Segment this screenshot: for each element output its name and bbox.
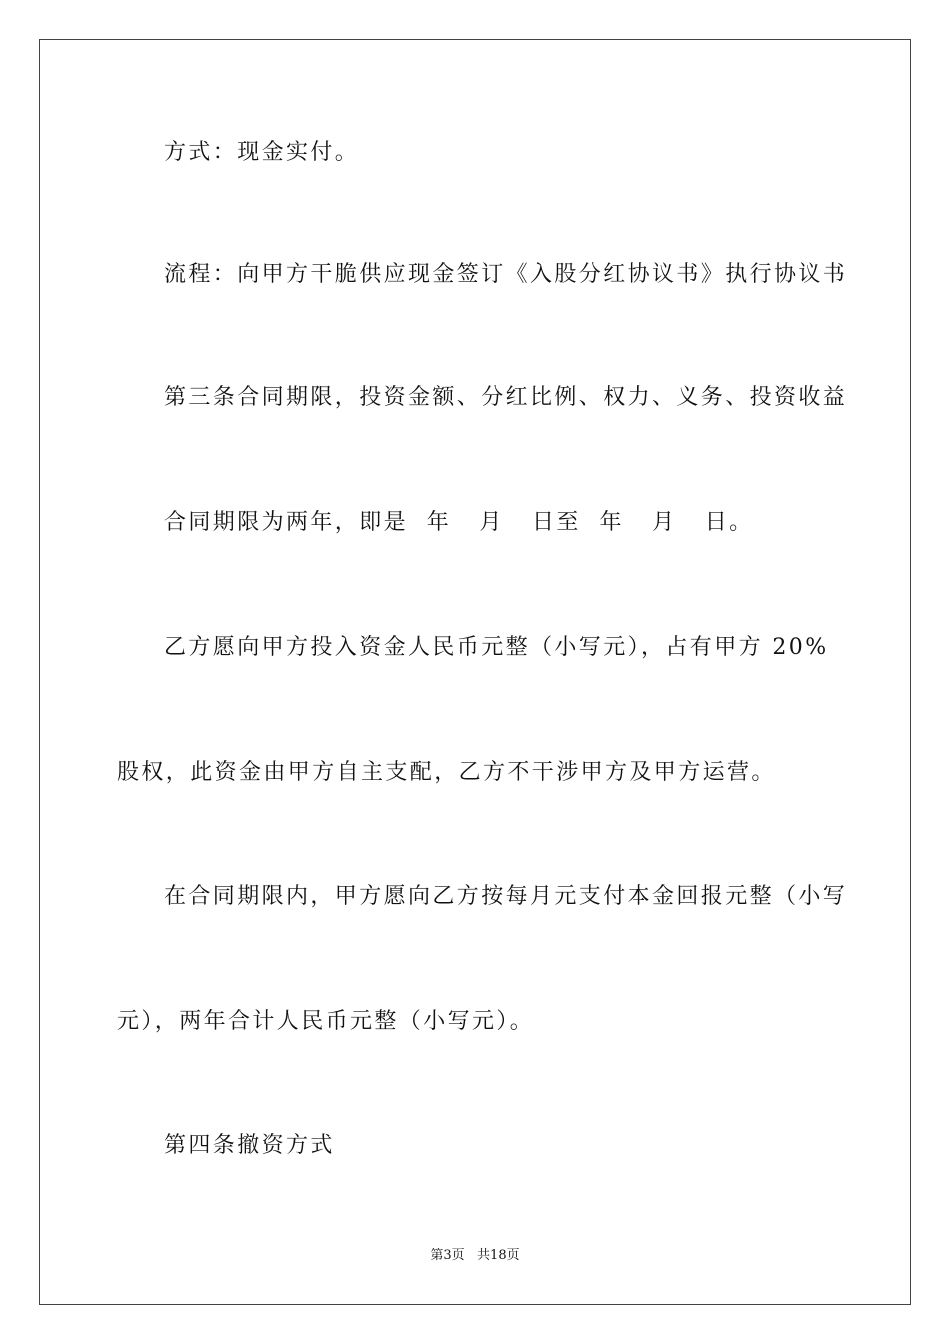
paragraph-return-line-2: 元），两年合计人民币元整（小写元）。	[117, 1009, 535, 1034]
paragraph-contract-term: 合同期限为两年，即是 年 月 日至 年 月 日。	[164, 510, 754, 535]
paragraph-article-three-heading: 第三条合同期限，投资金额、分红比例、权力、义务、投资收益	[164, 385, 848, 410]
paragraph-process: 流程：向甲方干脆供应现金签订《入股分红协议书》执行协议书	[164, 262, 848, 287]
paragraph-investment-line-2: 股权，此资金由甲方自主支配，乙方不干涉甲方及甲方运营。	[117, 760, 776, 785]
page-number-footer: 第3页 共18页	[430, 1248, 520, 1263]
paragraph-payment-method: 方式：现金实付。	[164, 140, 360, 165]
paragraph-investment-line-1: 乙方愿向甲方投入资金人民币元整（小写元），占有甲方 20%	[164, 635, 829, 660]
paragraph-article-four-heading: 第四条撤资方式	[164, 1133, 335, 1158]
page-border	[39, 39, 911, 1305]
paragraph-return-line-1: 在合同期限内，甲方愿向乙方按每月元支付本金回报元整（小写	[164, 884, 848, 909]
